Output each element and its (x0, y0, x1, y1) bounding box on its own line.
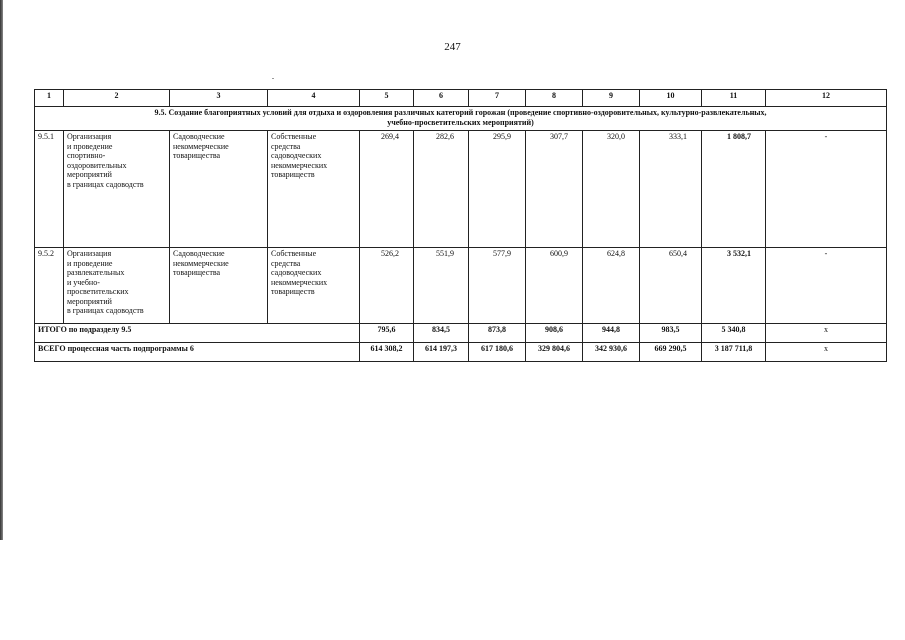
value-cell: 526,2 (360, 248, 414, 324)
row-source (268, 131, 360, 248)
table-row (35, 131, 887, 248)
program-table (34, 89, 887, 362)
name-line: и проведение (67, 141, 113, 151)
value-cell: 600,9 (526, 248, 583, 324)
header-cell: 8 (526, 90, 583, 107)
executor-line: товарищества (173, 268, 221, 277)
value-cell: 320,0 (583, 131, 640, 248)
grand-total-value: 329 804,6 (526, 343, 583, 362)
name-line: Организация (67, 249, 112, 258)
name-line: в границах садоводств (67, 306, 144, 315)
subtotal-total: 5 340,8 (702, 324, 766, 343)
executor-line: некоммерческие (173, 258, 229, 268)
value-cell: 282,6 (414, 131, 469, 248)
grand-total-value: 617 180,6 (469, 343, 526, 362)
row-code: 9.5.2 (35, 248, 64, 324)
value-cell: 269,4 (360, 131, 414, 248)
value-cell: 551,9 (414, 248, 469, 324)
value-cell: 577,9 (469, 248, 526, 324)
source-line: некоммерческих (271, 160, 328, 170)
name-line: мероприятий (67, 296, 112, 306)
executor-line: некоммерческие (173, 141, 229, 151)
source-line: товариществ (271, 287, 315, 296)
section-title (35, 107, 887, 131)
grand-total-note: х (766, 343, 887, 362)
subtotal-row (35, 324, 887, 343)
subtotal-value: 983,5 (640, 324, 702, 343)
header-cell: 11 (702, 90, 766, 107)
page-number: 247 (444, 41, 461, 53)
header-row (35, 90, 887, 107)
subtotal-value: 944,8 (583, 324, 640, 343)
source-line: садоводческих (271, 268, 322, 277)
executor-line: Садоводческие (173, 132, 225, 141)
value-cell: 295,9 (469, 131, 526, 248)
executor-line: товарищества (173, 151, 221, 160)
source-line: Собственные (271, 249, 317, 258)
row-executor (170, 131, 268, 248)
header-cell: 10 (640, 90, 702, 107)
header-cell: 4 (268, 90, 360, 107)
section-title-line: 9.5. Создание благоприятных условий для отдыха и оздоровления различных категорий горожан (проведение спортивно-оздоровительных, культурно-развлекательных, (154, 108, 767, 117)
subtotal-value: 834,5 (414, 324, 469, 343)
header-cell: 6 (414, 90, 469, 107)
grand-total-value: 614 308,2 (360, 343, 414, 362)
name-line: в границах садоводств (67, 179, 144, 189)
name-line: и проведение (67, 258, 113, 268)
header-cell: 3 (170, 90, 268, 107)
section-title-line: учебно-просветительских мероприятий) (387, 117, 534, 127)
grand-total-row (35, 343, 887, 362)
name-line: спортивно- (67, 151, 106, 160)
source-line: средства (271, 141, 301, 151)
scan-dot (272, 78, 274, 79)
note-cell: - (766, 131, 887, 248)
header-cell: 12 (766, 90, 887, 107)
grand-total-total: 3 187 711,8 (702, 343, 766, 362)
grand-total-value: 342 930,6 (583, 343, 640, 362)
subtotal-value: 873,8 (469, 324, 526, 343)
subtotal-note: х (766, 324, 887, 343)
name-line: оздоровительных (67, 160, 127, 170)
name-line: развлекательных (67, 268, 125, 277)
row-executor (170, 248, 268, 324)
source-line: садоводческих (271, 151, 322, 160)
value-cell: 650,4 (640, 248, 702, 324)
header-cell: 7 (469, 90, 526, 107)
grand-total-value: 614 197,3 (414, 343, 469, 362)
header-cell: 9 (583, 90, 640, 107)
subtotal-label: ИТОГО по подразделу 9.5 (35, 324, 360, 343)
header-cell: 1 (35, 90, 64, 107)
executor-line: Садоводческие (173, 249, 225, 258)
header-cell: 2 (64, 90, 170, 107)
section-title-row (35, 107, 887, 131)
subtotal-value: 908,6 (526, 324, 583, 343)
header-cell: 5 (360, 90, 414, 107)
source-line: некоммерческих (271, 277, 328, 287)
value-cell: 624,8 (583, 248, 640, 324)
table-row (35, 248, 887, 324)
name-line: просветительских (67, 287, 129, 296)
source-line: средства (271, 258, 301, 268)
scan-edge (0, 0, 3, 540)
source-line: товариществ (271, 170, 315, 179)
note-cell: - (766, 248, 887, 324)
row-code: 9.5.1 (35, 131, 64, 248)
row-name (64, 248, 170, 324)
name-line: и учебно- (67, 277, 100, 287)
value-cell: 307,7 (526, 131, 583, 248)
total-cell: 3 532,1 (702, 248, 766, 324)
grand-total-value: 669 290,5 (640, 343, 702, 362)
row-source (268, 248, 360, 324)
total-cell: 1 808,7 (702, 131, 766, 248)
name-line: мероприятий (67, 170, 112, 179)
row-name (64, 131, 170, 248)
name-line: Организация (67, 132, 112, 141)
subtotal-value: 795,6 (360, 324, 414, 343)
value-cell: 333,1 (640, 131, 702, 248)
source-line: Собственные (271, 132, 317, 141)
grand-total-label: ВСЕГО процессная часть подпрограммы 6 (35, 343, 360, 362)
